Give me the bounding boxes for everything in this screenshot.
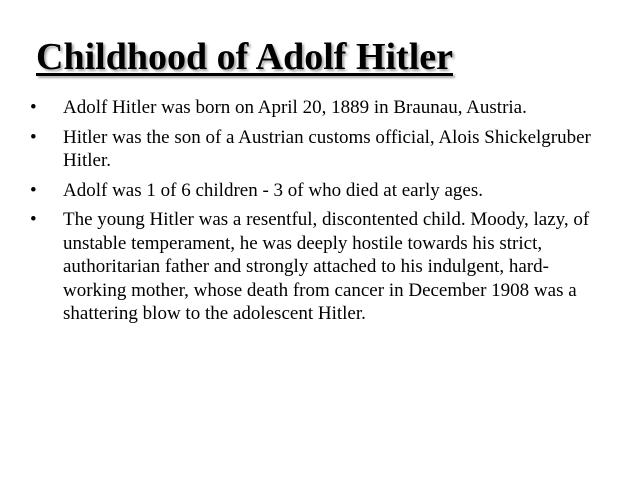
bullet-point-icon: • <box>30 126 37 148</box>
bullet-item-parentage <box>30 126 610 173</box>
bullet-text: Adolf Hitler was born on April 20, 1889 in Braunau, Austria. <box>63 97 527 118</box>
bullet-text: Hitler was the son of a Austrian customs official, Alois Shickelgruber Hitler. <box>63 126 591 171</box>
bullet-text: Adolf was 1 of 6 children - 3 of who died at early ages. <box>63 179 483 201</box>
bullet-text: The young Hitler was a resentful, discontented child. Moody, lazy, of unstable temperament, he was deeply hostile towards his strict, authoritarian father and strongly attached to his indulgent, hard-working mother, whose death from cancer in December 1908 was a shattering blow to the adolescent Hitler. <box>63 209 590 324</box>
slide-title: Childhood of Adolf Hitler <box>36 36 453 78</box>
bullet-item-siblings <box>30 179 610 203</box>
bullet-point-icon: • <box>30 179 37 201</box>
bullet-point-icon: • <box>30 97 37 118</box>
bullet-item-birth <box>30 96 610 120</box>
bullet-list <box>30 96 610 332</box>
bullet-item-temperament <box>30 208 610 326</box>
bullet-point-icon: • <box>30 209 37 230</box>
